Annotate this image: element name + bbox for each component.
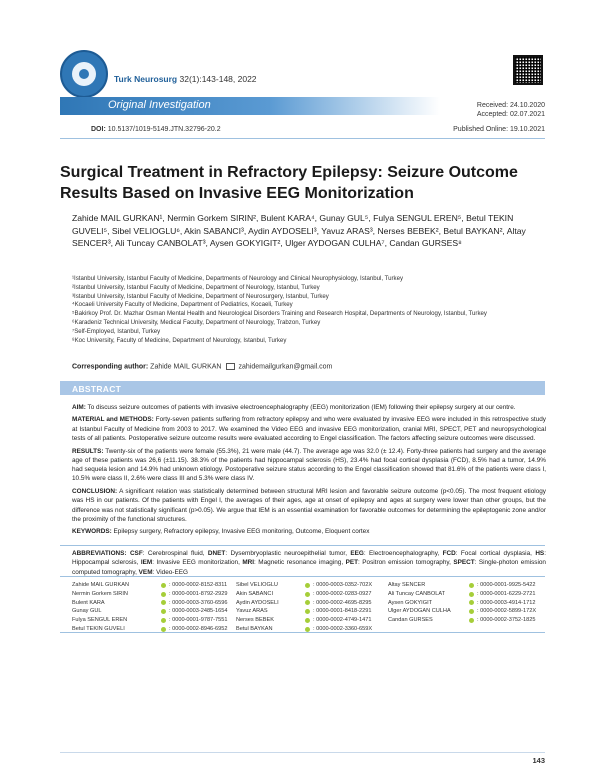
conclusion-text: A significant relation was statistically determined between structural MRI lesion and favorable seizure outcome (p<0.05). The most frequent etiology was HS in our patients. Of the patients with Engel I, the averages of their ages, age at onset of epilepsy and ages at surgery were lower than other groups, but the difference was not statistically significant (p>0.05). We argue that IEM is an essential examination for favorable outcomes for determining the epileptogenic zone and/or the proximity of the functional structures. [72,487,546,523]
article-type: Original Investigation [108,99,211,111]
orcid-author: Ulger AYDOGAN CULHA [388,608,451,615]
journal-name: Turk Neurosurg [114,74,178,84]
orcid-author: Akin SABANCI [236,590,273,597]
journal-reference: 32(1):143-148, 2022 [177,74,257,84]
abbr-definition: : Dysembryoplastic neuroepithelial tumor, [225,550,351,557]
affiliation-8: ⁸Koc University, Faculty of Medicine, Department of Neurology, Istanbul, Turkey [72,336,287,344]
affiliation-6: ⁶Karadeniz Technical University, Medical Faculty, Department of Neurology, Trabzon, Turkey [72,318,321,326]
abstract-body [72,403,546,540]
footer-divider [60,752,545,753]
orcid-icon[interactable] [305,609,310,614]
orcid-column-2 [236,581,372,634]
corresponding-email[interactable]: zahidemailgurkan@gmail.com [238,363,333,371]
abbr-term: SPECT [453,559,475,567]
abbr-definition: : Hippocampal sclerosis, [72,550,546,567]
abbr-term: CSF [129,550,143,557]
abbreviations-label: ABBREVIATIONS: [72,550,127,557]
orcid-id: : 0000-0002-8152-8311 [169,582,228,588]
affiliation-3: ³Istanbul University, Istanbul Faculty of Medicine, Department of Neurosurgery, Istanbul, Turkey [72,292,329,300]
orcid-icon[interactable] [161,627,166,632]
qr-code-icon [513,55,543,85]
orcid-id: : 0000-0002-0283-0927 [313,590,372,597]
abbr-term: IEM [140,559,153,567]
journal-logo [60,50,108,98]
orcid-id: : 0000-0003-4914-1712 [477,599,536,606]
orcid-column-3 [388,581,536,625]
orcid-entry [72,616,227,625]
orcid-entry [236,590,372,599]
article-title: Surgical Treatment in Refractory Epilepsy: Seizure Outcome Results Based on Invasive EEG Monitorization [60,164,518,202]
abbr-term: EEG [350,550,364,557]
abstract-results [72,447,546,484]
keywords-text: Epilepsy surgery, Refractory epilepsy, Invasive EEG monitoring, Outcome, Eloquent cortex [111,528,370,536]
abbr-definition: : Focal cortical dysplasia, [455,550,536,557]
abbr-term: HS [535,550,545,557]
header-divider [60,138,545,139]
author-list: Zahide MAIL GURKAN¹, Nermin Gorkem SIRIN², Bulent KARA⁴, Gunay GUL⁵, Fulya SENGUL EREN⁵, Betul TEKIN GUVELI⁵, Sibel VELIOGLU⁶, Akin SABANCI³, Aydin AYDOSELI³, Yavuz ARAS³, Nerses BEBEK², Betul BAYKAN², Altay SENCER³, Ali Tuncay CANBOLAT³, Aysen GOKYIGIT², Ulger AYDOGAN CULHA⁷, Candan GURSES⁸ [72,213,526,248]
orcid-id: : 0000-0002-4695-8295 [313,599,372,606]
abstract-header-bar [60,381,545,395]
abbr-definition: : Video-EEG [152,568,188,576]
orcid-entry [236,581,372,590]
orcid-id: : 0000-0002-4749-1471 [313,617,372,623]
logo-center [79,69,89,79]
orcid-icon[interactable] [305,583,310,588]
orcid-icon[interactable] [305,618,310,623]
orcid-entry [72,581,227,590]
orcid-author: Betul BAYKAN [236,625,273,632]
orcid-divider [60,576,545,577]
orcid-entry [388,581,536,590]
corresponding-label: Corresponding author: [72,363,149,371]
abbr-term: PET [345,559,359,567]
orcid-icon[interactable] [161,609,166,614]
corresponding-name: Zahide MAIL GURKAN [148,363,222,371]
orcid-author: Aydin AYDOSELI [236,599,279,606]
orcid-id: : 0000-0001-9787-7551 [169,617,228,623]
orcid-entry [72,599,227,608]
doi-label: DOI: [91,126,106,133]
orcid-id: : 0000-0002-3752-1825 [477,617,536,623]
orcid-icon[interactable] [161,583,166,588]
orcid-entry [236,599,372,608]
affiliation-5: ⁵Bakirkoy Prof. Dr. Mazhar Osman Mental Health and Neurological Disorders Training and Research Hospital, Departments of Neurology, Istanbul, Turkey [72,310,487,318]
abstract-conclusion [72,487,546,524]
orcid-entry [388,616,536,625]
affiliation-4: ⁴Kocaeli University Faculty of Medicine, Department of Pediatrics, Kocaeli, Turkey [72,301,293,309]
envelope-icon [226,363,235,370]
orcid-author: Altay SENCER [388,582,426,588]
orcid-id: : 0000-0001-8792-2929 [169,590,228,597]
orcid-icon[interactable] [305,600,310,605]
orcid-author: Fulya SENGUL EREN [72,617,128,623]
orcid-icon[interactable] [469,618,474,623]
orcid-icon[interactable] [305,592,310,597]
orcid-author: Yavuz ARAS [236,608,268,615]
aim-text: To discuss seizure outcomes of patients with invasive electroencephalography (EEG) monitorization (IEM) following their epilepsy surgery at our centre. [85,404,516,411]
orcid-id: : 0000-0001-8418-2291 [313,608,372,615]
affiliations [72,275,550,345]
orcid-author: Ali Tuncay CANBOLAT [388,590,446,597]
abbr-definition: : Single-photon emission computed tomography, [72,559,546,576]
orcid-icon[interactable] [469,592,474,597]
orcid-id: : 0000-0002-8946-6952 [169,625,228,632]
received-date: Received: 24.10.2020 [476,102,545,109]
orcid-entry [72,607,227,616]
orcid-author: Bulent KARA [72,599,105,606]
orcid-icon[interactable] [469,609,474,614]
orcid-author: Nerses BEBEK [236,617,274,623]
orcid-author: Nermin Gorkem SIRIN [72,590,128,597]
orcid-entry [236,625,372,634]
orcid-author: Aysen GOKYIGIT [388,599,433,606]
abbr-definition: : Electroencephalography, [363,550,443,557]
orcid-icon[interactable] [161,592,166,597]
orcid-author: Candan GURSES [388,617,433,623]
results-label: RESULTS: [72,447,104,455]
abbr-definition: : Cerebrospinal fluid, [142,550,208,557]
orcid-icon[interactable] [161,618,166,623]
orcid-column-1 [72,581,227,634]
abbr-definition: : Positron emission tomography, [358,559,454,567]
abstract-methods [72,415,546,443]
doi [91,126,221,133]
orcid-id: : 0000-0002-5899-172X [477,608,537,615]
orcid-id: : 0000-0003-0352-702X [313,582,373,588]
orcid-entry [72,590,227,599]
orcid-icon[interactable] [305,627,310,632]
orcid-icon[interactable] [469,583,474,588]
orcid-id: : 0000-0003-3760-6596 [169,599,228,606]
orcid-icon[interactable] [469,600,474,605]
orcid-id: : 0000-0002-3360-659X [313,625,373,632]
journal-citation [114,74,257,84]
abbr-definition: : Invasive EEG monitorization, [152,559,243,567]
orcid-id: : 0000-0001-9925-5422 [477,582,536,588]
affiliation-2: ²Istanbul University, Istanbul Faculty of Medicine, Department of Neurology, Istanbul, Turkey [72,283,320,291]
orcid-entry [236,607,372,616]
abbr-term: DNET [207,550,226,557]
orcid-entry [388,599,536,608]
abbr-definition: : Magnetic resonance imaging, [254,559,346,567]
orcid-author: Sibel VELIOGLU [236,582,278,588]
orcid-id: : 0000-0003-2485-1654 [169,608,228,615]
abstract-keywords [72,527,546,536]
abstract-heading: ABSTRACT [72,384,122,394]
accepted-date: Accepted: 02.07.2021 [476,111,545,118]
orcid-author: Gunay GUL [72,608,102,615]
orcid-author: Zahide MAIL GURKAN [72,582,129,588]
keywords-label: KEYWORDS: [72,528,112,536]
methods-text: Forty-seven patients suffering from refractory epilepsy and who were evaluated by invasive EEG were included in this retrospective study at Istanbul Faculty of Medicine from 2003 to 2017. We examined the Video EEG and invasive EEG monitorization, cranial MRI, SPECT, PET and neuropsychological tests of all patients. Postoperative seizure outcome results were evaluated according to Engel classification. The factors affecting seizure outcomes were discussed. [72,416,546,443]
orcid-icon[interactable] [161,600,166,605]
orcid-entry [388,590,536,599]
abstract-aim [72,403,546,412]
doi-value: 10.5137/1019-5149.JTN.32796-20.2 [105,126,221,133]
orcid-entry [72,625,227,634]
orcid-author: Betul TEKIN GUVELI [72,625,125,632]
affiliation-1: ¹Istanbul University, Istanbul Faculty of Medicine, Departments of Neurology and Clinical Neurophysiology, Istanbul, Turkey [72,275,404,282]
methods-label: MATERIAL and METHODS: [72,416,154,424]
results-text: Twenty-six of the patients were female (55.3%), 21 were male (44.7). The average age was 32.0 (± 12.4). Forty-three patients had surgery and the average age of these patients was 26,6 (±11.15). 38.3% of the patients had hippocampal sclerosis (HS), 23.4% had focal cortical dysplasia (FCD), 8.5% had a tumor, 14.9% had sequela lesion and 14.9% had unknown etiology. Postoperative seizure status according to the Engel classification showed that 81.6% of the patients were class I, 10.5% were class II, 2.6% were class III and 5.3% were class IV. [72,447,546,483]
abbr-term: MRI [242,559,255,567]
abbr-term: VEM [138,568,153,576]
orcid-entry [388,607,536,616]
orcid-id: : 0000-0001-6229-2721 [477,590,536,597]
aim-label: AIM: [72,404,86,411]
abbreviations [72,549,546,577]
conclusion-label: CONCLUSION: [72,487,118,495]
affiliation-7: ⁷Self-Employed, Istanbul, Turkey [72,327,161,335]
abbr-term: FCD [442,550,456,557]
orcid-entry [236,616,372,625]
page-number: 143 [532,756,545,765]
corresponding-author [72,363,550,370]
published-date: Published Online: 19.10.2021 [453,126,545,133]
